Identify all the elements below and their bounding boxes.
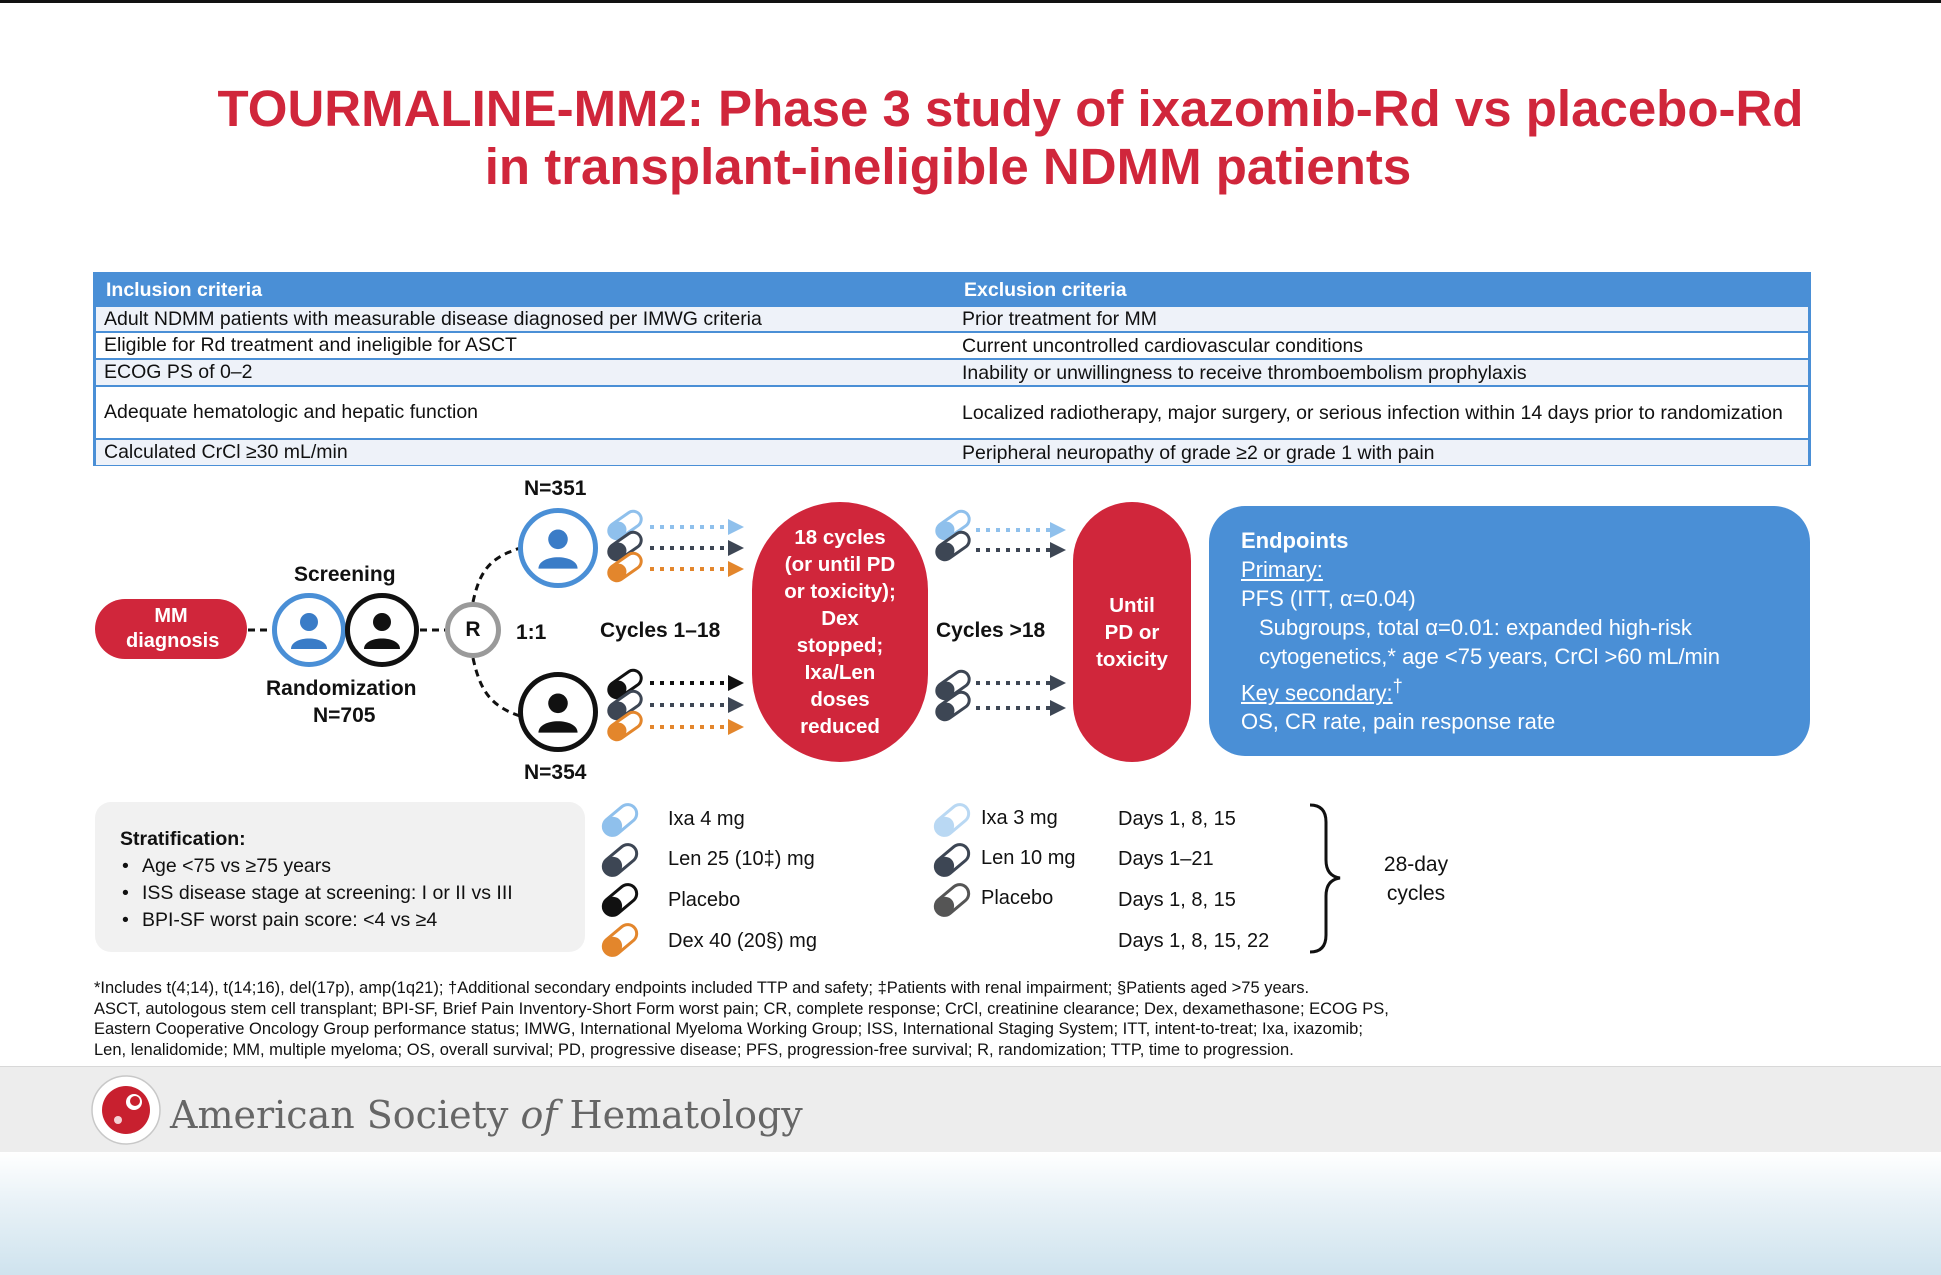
ash-name-pre: American Society bbox=[170, 1093, 521, 1137]
pill18-line: stopped; bbox=[796, 634, 884, 657]
eighteen-cycles-pill bbox=[752, 502, 928, 762]
stratification-box bbox=[95, 802, 585, 952]
legend-ixa-4mg: Ixa 4 mg bbox=[668, 808, 745, 830]
pill18-line: reduced bbox=[800, 715, 880, 738]
legend-placebo-2: Placebo bbox=[981, 887, 1054, 909]
legend-dex-40mg: Dex 40 (20§) mg bbox=[668, 930, 817, 952]
endpoints-box bbox=[1209, 506, 1810, 756]
legend-len-25mg: Len 25 (10‡) mg bbox=[668, 848, 815, 870]
primary-label: Primary: bbox=[1241, 557, 1323, 582]
cycle-note-line-1: 28-day bbox=[1383, 853, 1449, 876]
inclusion-cell: Eligible for Rd treatment and ineligible for ASCT bbox=[104, 334, 517, 356]
criteria-header-row bbox=[96, 275, 1808, 305]
endpoints-header: Endpoints bbox=[1241, 528, 1349, 553]
r-label: R bbox=[465, 618, 481, 641]
criteria-row bbox=[96, 438, 1808, 465]
until-pd-text bbox=[1096, 592, 1168, 673]
title-line-1: TOURMALINE-MM2: Phase 3 study of ixazomib-Rd vs placebo-Rd bbox=[217, 80, 1804, 137]
pill18-line: doses bbox=[810, 688, 870, 711]
ratio-label: 1:1 bbox=[516, 621, 547, 644]
secondary-label: Key secondary: bbox=[1241, 680, 1393, 706]
legend-ixa-3mg: Ixa 3 mg bbox=[981, 807, 1058, 829]
footnote-line: Len, lenalidomide; MM, multiple myeloma; OS, overall survival; PD, progressive disease; PFS, progression-free survival; R, randomization; TTP, time to progression. bbox=[94, 1040, 1294, 1059]
background-gradient bbox=[0, 1152, 1941, 1275]
secondary-value: OS, CR rate, pain response rate bbox=[1241, 709, 1556, 735]
footnote-line: Eastern Cooperative Oncology Group performance status; IMWG, International Myeloma Working Group; ISS, International Staging System; ITT, intent-to-treat; Ixa, ixazomib; bbox=[94, 1020, 1363, 1038]
slide-title bbox=[0, 80, 1941, 196]
cycle-note-line-2: cycles bbox=[1386, 882, 1446, 905]
inclusion-cell: ECOG PS of 0–2 bbox=[104, 361, 253, 383]
footer-band bbox=[0, 1066, 1941, 1153]
primary-value: PFS (ITT, α=0.04) bbox=[1241, 586, 1416, 611]
title-line-2: in transplant-ineligible NDMM patients bbox=[484, 138, 1412, 195]
exclusion-header: Exclusion criteria bbox=[964, 279, 1127, 301]
criteria-row bbox=[96, 305, 1808, 331]
ash-wordmark bbox=[170, 1093, 803, 1137]
top-border bbox=[0, 0, 1941, 3]
subgroups-line-2: cytogenetics,* age <75 years, CrCl >60 mL/min bbox=[1259, 644, 1721, 669]
until-pd-line: toxicity bbox=[1096, 647, 1168, 671]
criteria-row bbox=[96, 358, 1808, 385]
stratification-item: • Age <75 vs ≥75 years bbox=[120, 853, 585, 880]
exclusion-cell: Inability or unwillingness to receive thromboembolism prophylaxis bbox=[962, 361, 1527, 384]
criteria-row bbox=[96, 385, 1808, 438]
screening-label: Screening bbox=[294, 563, 396, 586]
legend-placebo: Placebo bbox=[668, 889, 741, 911]
stratification-list bbox=[120, 853, 585, 934]
n-bottom-label: N=354 bbox=[524, 761, 587, 784]
until-pd-line: Until bbox=[1109, 593, 1155, 617]
exclusion-cell: Peripheral neuropathy of grade ≥2 or grade 1 with pain bbox=[962, 441, 1435, 464]
randomization-n: N=705 bbox=[313, 704, 376, 727]
footnote-line: ASCT, autologous stem cell transplant; BPI-SF, Brief Pain Inventory-Short Form worst pain; CR, complete response; CrCl, creatinine clearance; Dex, dexamethasone; ECOG PS, bbox=[94, 999, 1389, 1018]
pill18-line: 18 cycles bbox=[794, 526, 886, 549]
inclusion-cell: Adequate hematologic and hepatic function bbox=[104, 401, 479, 423]
subgroups-line-1: Subgroups, total α=0.01: expanded high-risk bbox=[1259, 615, 1692, 640]
footnote-line: *Includes t(4;14), t(14;16), del(17p), amp(1q21); †Additional secondary endpoints included TTP and safety; ‡Patients with renal impairment; §Patients aged >75 years. bbox=[94, 979, 1310, 997]
exclusion-cell: Prior treatment for MM bbox=[962, 308, 1158, 330]
stratification-header: Stratification: bbox=[120, 828, 246, 850]
n-top-label: N=351 bbox=[524, 477, 587, 500]
eighteen-cycles-text bbox=[784, 524, 896, 740]
study-design-diagram bbox=[0, 470, 1941, 800]
stratification-item: • BPI-SF worst pain score: <4 vs ≥4 bbox=[120, 907, 585, 934]
footnote bbox=[94, 978, 1654, 1060]
until-pd-line: PD or bbox=[1104, 620, 1160, 644]
ash-name-post: Hematology bbox=[557, 1093, 803, 1137]
exclusion-cell: Current uncontrolled cardiovascular conditions bbox=[962, 334, 1364, 357]
secondary-row bbox=[1241, 671, 1810, 707]
randomization-label: Randomization bbox=[266, 677, 417, 700]
inclusion-cell: Adult NDMM patients with measurable disease diagnosed per IMWG criteria bbox=[104, 307, 762, 330]
pill18-line: Ixa/Len bbox=[804, 661, 876, 684]
legend-days-1: Days 1, 8, 15 bbox=[1118, 808, 1236, 830]
legend-days-3: Days 1, 8, 15 bbox=[1118, 889, 1236, 911]
criteria-table bbox=[93, 272, 1811, 466]
mm-diagnosis-label: MM diagnosis bbox=[126, 605, 220, 652]
criteria-row bbox=[96, 331, 1808, 358]
cycles-gt18-label: Cycles >18 bbox=[936, 619, 1046, 642]
legend-days-4: Days 1, 8, 15, 22 bbox=[1118, 930, 1270, 952]
pill18-line: or toxicity); bbox=[784, 580, 896, 603]
legend-days-2: Days 1–21 bbox=[1118, 848, 1214, 870]
ash-logo-icon bbox=[88, 1072, 164, 1148]
legend-len-10mg: Len 10 mg bbox=[981, 847, 1076, 869]
ash-name-of: of bbox=[520, 1093, 558, 1137]
pill18-line: Dex bbox=[821, 607, 859, 630]
cycles-1-18-label: Cycles 1–18 bbox=[600, 619, 721, 642]
stratification-item: • ISS disease stage at screening: I or II vs III bbox=[120, 880, 585, 907]
cycle-note bbox=[1366, 850, 1466, 908]
inclusion-header: Inclusion criteria bbox=[106, 278, 263, 301]
inclusion-cell: Calculated CrCl ≥30 mL/min bbox=[104, 441, 348, 463]
pill18-line: (or until PD bbox=[784, 553, 896, 576]
exclusion-cell: Localized radiotherapy, major surgery, or serious infection within 14 days prior to randomization bbox=[962, 401, 1783, 424]
secondary-mark: † bbox=[1392, 675, 1403, 696]
until-pd-pill bbox=[1073, 502, 1191, 762]
